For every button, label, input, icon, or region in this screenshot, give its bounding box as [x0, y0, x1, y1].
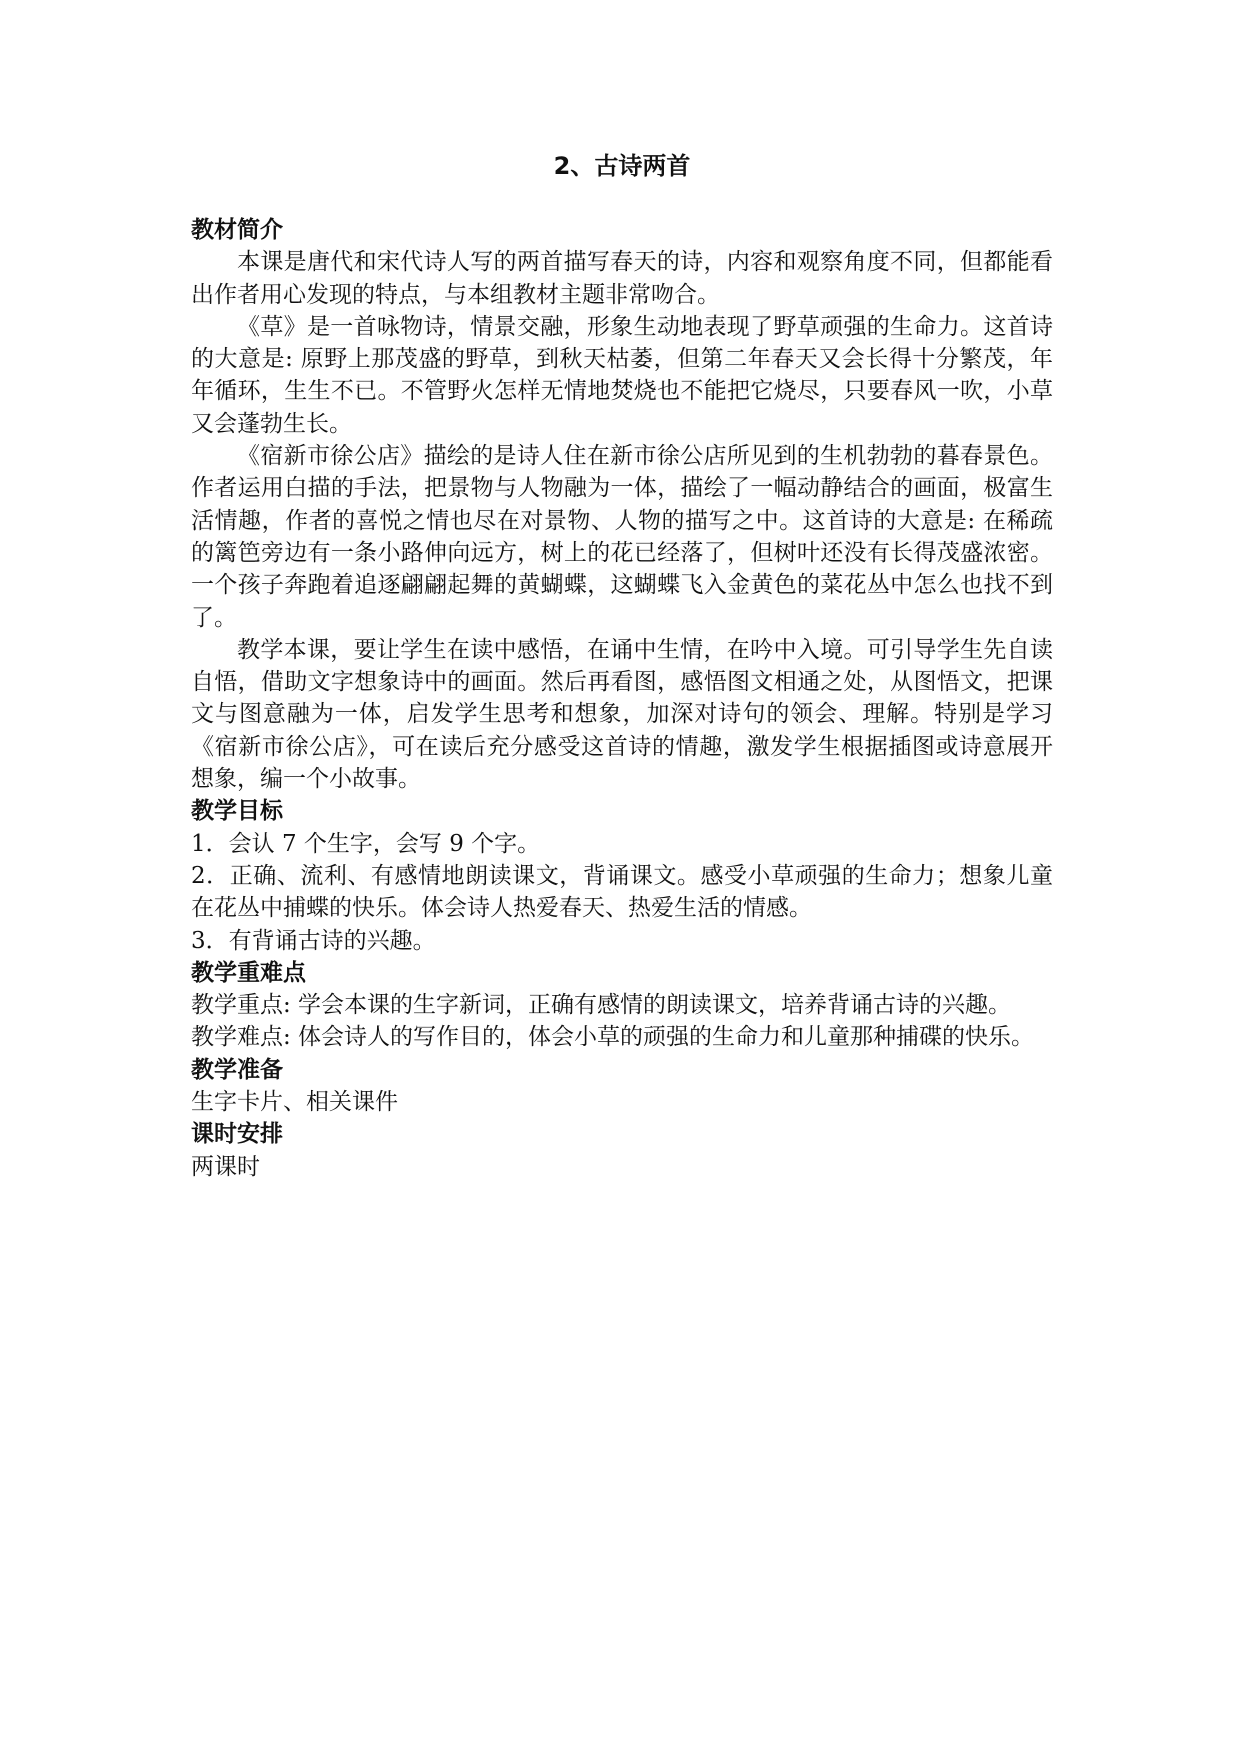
section-preparation: [191, 1054, 1053, 1119]
section-heading-preparation: 教学准备: [191, 1056, 283, 1083]
preparation-text: 生字卡片、相关课件: [191, 1089, 398, 1116]
key-point-item: 教学重点: 学会本课的生字新词，正确有感情的朗读课文，培养背诵古诗的兴趣。: [191, 992, 1012, 1019]
section-key-points: [191, 957, 1053, 1054]
document-page: [191, 148, 1053, 1183]
document-title: 2、古诗两首: [553, 152, 691, 180]
key-point-item: 教学难点: 体会诗人的写作目的，体会小草的顽强的生命力和儿童那种捕碟的快乐。: [191, 1024, 1035, 1051]
section-heading-intro: 教材简介: [191, 217, 283, 243]
section-objectives: [191, 795, 1053, 956]
intro-paragraph: 教学本课，要让学生在读中感悟，在诵中生情，在吟中入境。可引导学生先自读自悟，借助文字想象诗中的画面。然后再看图，感悟图文相通之处，从图悟文，把课文与图意融为一体，启发学生思考和想象，加深对诗句的领会、理解。特别是学习《宿新市徐公店》，可在读后充分感受这首诗的情趣，激发学生根据插图或诗意展开想象，编一个小故事。: [191, 636, 1053, 793]
schedule-text: 两课时: [191, 1153, 260, 1180]
objective-item: 2．正确、流利、有感情地朗读课文，背诵课文。感受小草顽强的生命力；想象儿童在花丛中捕蝶的快乐。体会诗人热爱春天、热爱生活的情感。: [191, 862, 1053, 922]
section-schedule: [191, 1118, 1053, 1183]
section-intro: [191, 214, 1053, 795]
section-heading-schedule: 课时安排: [191, 1121, 283, 1148]
objective-item: 3．有背诵古诗的兴趣。: [191, 927, 436, 954]
intro-paragraph: 《宿新市徐公店》描绘的是诗人住在新市徐公店所见到的生机勃勃的暮春景色。作者运用白描的手法，把景物与人物融为一体，描绘了一幅动静结合的画面，极富生活情趣，作者的喜悦之情也尽在对景物、人物的描写之中。这首诗的大意是: 在稀疏的篱笆旁边有一条小路伸向远方，树上的花已经落了，但树叶还没有长得茂盛浓密。一个孩子奔跑着追逐翩翩起舞的黄蝴蝶，这蝴蝶飞入金黄色的菜花丛中怎么也找不到了。: [191, 443, 1053, 631]
intro-paragraph: 本课是唐代和宋代诗人写的两首描写春天的诗，内容和观察角度不同，但都能看出作者用心发现的特点，与本组教材主题非常吻合。: [191, 249, 1053, 308]
section-heading-objectives: 教学目标: [191, 798, 283, 825]
intro-paragraph: 《草》是一首咏物诗，情景交融，形象生动地表现了野草顽强的生命力。这首诗的大意是: 原野上那茂盛的野草，到秋天枯萎，但第二年春天又会长得十分繁茂，年年循环，生生不已。不管野火怎样无情地焚烧也不能把它烧尽，只要春风一吹，小草又会蓬勃生长。: [191, 313, 1053, 437]
objective-item: 1．会认 7 个生字，会写 9 个字。: [191, 830, 541, 857]
section-heading-key-points: 教学重难点: [191, 959, 306, 986]
